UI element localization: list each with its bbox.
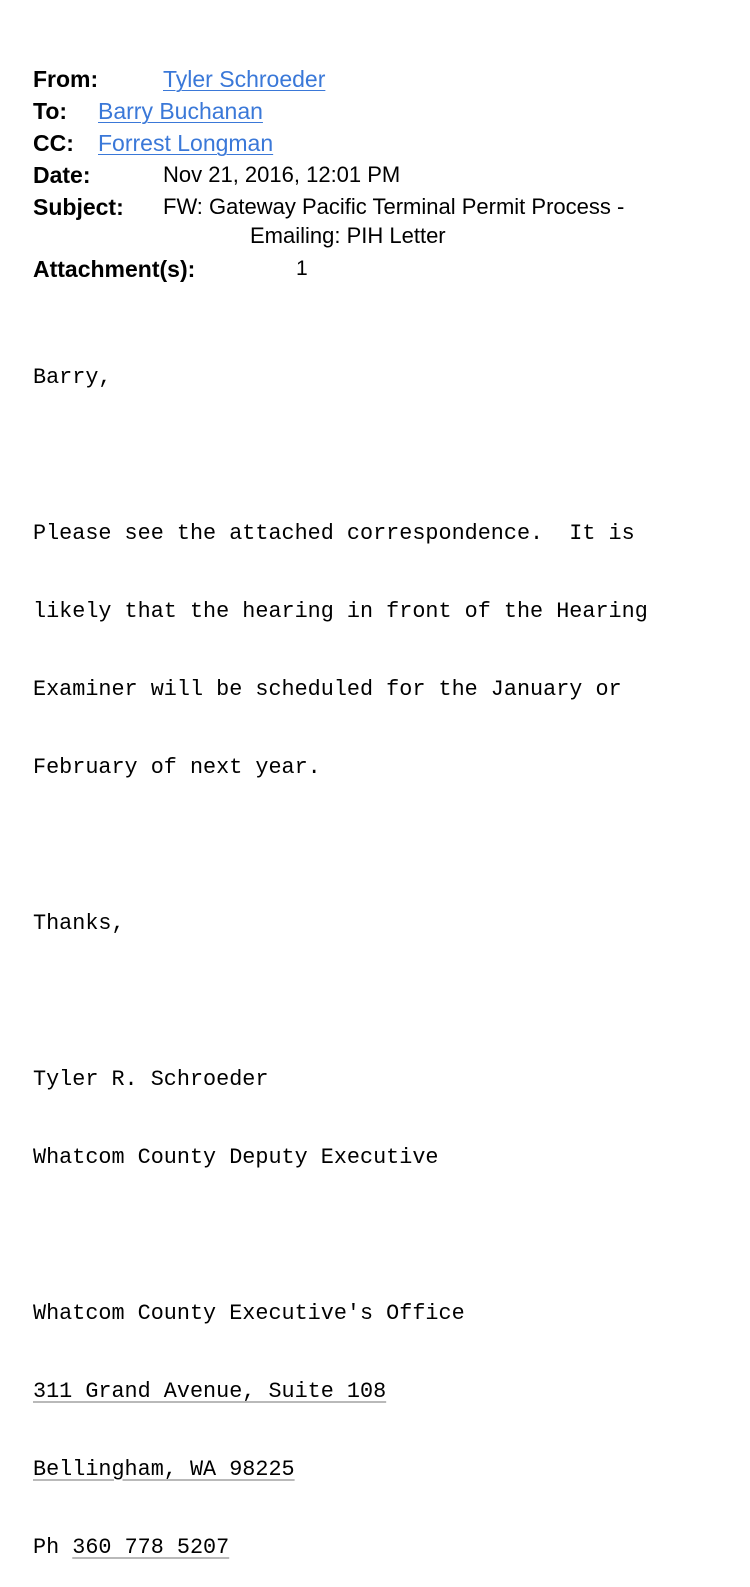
cc-recipient-link[interactable]: Forrest Longman <box>98 130 274 156</box>
to-label: To: <box>33 98 68 124</box>
greeting: Barry, <box>33 365 112 390</box>
cc-label: CC: <box>33 130 74 156</box>
from-label: From: <box>33 66 99 92</box>
date-label: Date: <box>33 162 91 188</box>
blank-line <box>33 1223 648 1249</box>
email-body <box>33 313 648 1587</box>
paragraph-line: February of next year. <box>33 755 321 780</box>
address-link-1[interactable]: 311 Grand Avenue, Suite 108 <box>33 1379 387 1404</box>
paragraph-line: Examiner will be scheduled for the January or <box>33 677 622 702</box>
signature-title: Whatcom County Deputy Executive <box>33 1145 439 1170</box>
to-recipient-link[interactable]: Barry Buchanan <box>98 98 263 124</box>
signature-address-line-2 <box>33 1457 648 1483</box>
signature-address-line-1 <box>33 1379 648 1405</box>
attachments-label: Attachment(s): <box>33 256 196 282</box>
subject-line-2: Emailing: PIH Letter <box>250 223 446 248</box>
phone-link[interactable]: 360 778 5207 <box>72 1535 230 1560</box>
blank-line <box>33 833 648 859</box>
signature-name: Tyler R. Schroeder <box>33 1067 269 1092</box>
blank-line <box>33 443 648 469</box>
paragraph-line: Please see the attached correspondence. It is <box>33 521 635 546</box>
signature-office: Whatcom County Executive's Office <box>33 1301 465 1326</box>
blank-line <box>33 989 648 1015</box>
attachments-count: 1 <box>296 257 308 280</box>
address-link-2[interactable]: Bellingham, WA 98225 <box>33 1457 295 1482</box>
subject-line-1: FW: Gateway Pacific Terminal Permit Process - <box>163 194 625 219</box>
paragraph-line: likely that the hearing in front of the Hearing <box>33 599 648 624</box>
closing: Thanks, <box>33 911 125 936</box>
subject-label: Subject: <box>33 194 124 220</box>
signature-phone-line <box>33 1535 648 1561</box>
date-value: Nov 21, 2016, 12:01 PM <box>163 162 401 187</box>
from-sender-link[interactable]: Tyler Schroeder <box>163 66 326 92</box>
phone-prefix: Ph <box>33 1535 73 1560</box>
